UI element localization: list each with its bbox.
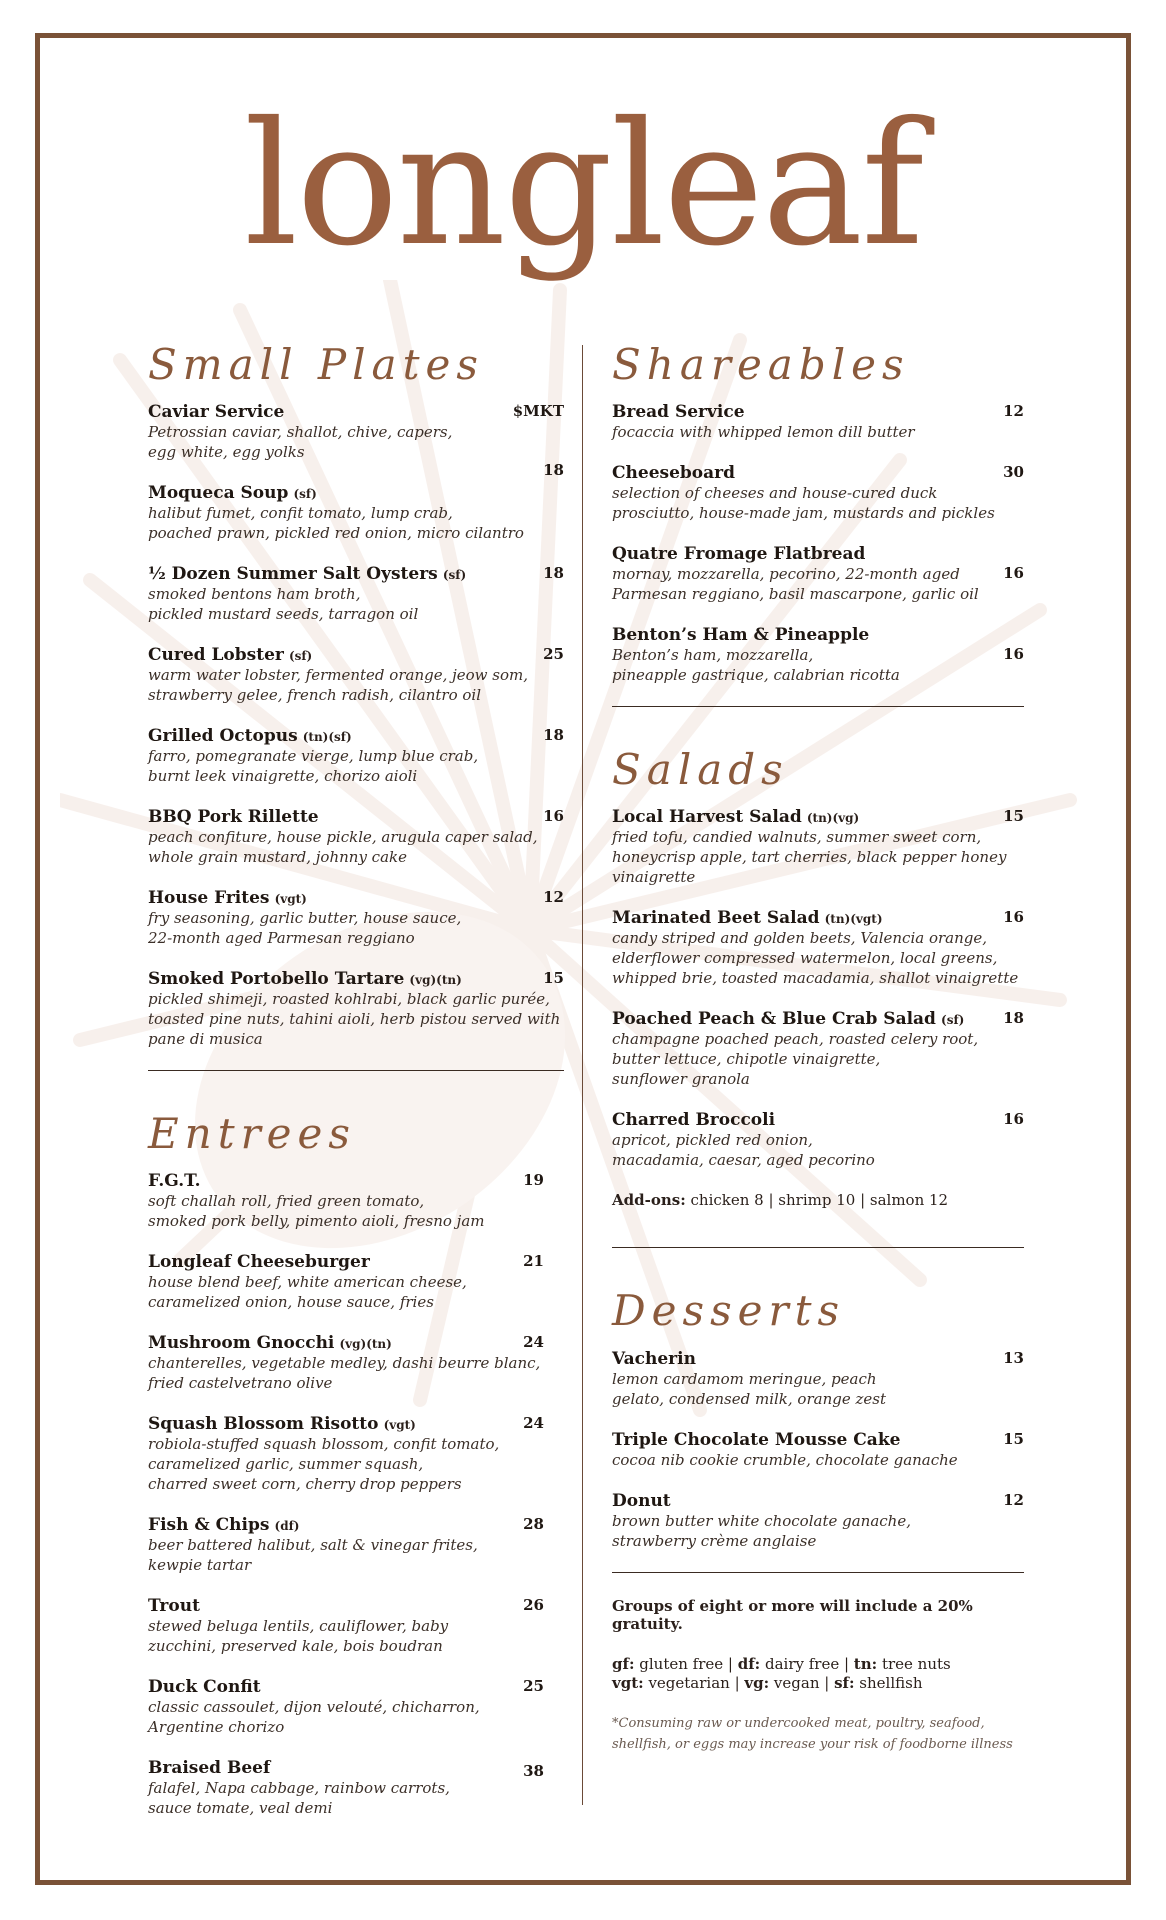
item-description: smoked bentons ham broth, pickled mustard seeds, tarragon oil <box>148 585 419 624</box>
item-tag: (tn)(sf) <box>302 730 352 745</box>
item-name: Trout <box>148 1596 200 1617</box>
item-price: 21 <box>523 1252 544 1271</box>
item-price: 18 <box>1003 1009 1024 1028</box>
item-price: 16 <box>1003 1110 1024 1129</box>
section-divider <box>148 1070 564 1071</box>
item-price: 24 <box>523 1414 544 1433</box>
shareables-heading: Shareables <box>612 340 910 389</box>
column-divider <box>582 345 583 1805</box>
item-name: Vacherin <box>612 1348 696 1369</box>
item-price: 12 <box>1003 402 1024 421</box>
legend-value: dairy free | <box>760 1654 854 1673</box>
item-description: fried tofu, candied walnuts, summer sweet corn, honeycrisp apple, tart cherries, black pepper honey vinaigrette <box>612 828 1007 887</box>
item-price: $MKT <box>512 402 564 421</box>
item-description: falafel, Napa cabbage, rainbow carrots, sauce tomate, veal demi <box>148 1779 450 1818</box>
item-description: fry seasoning, garlic butter, house sauce, 22-month aged Parmesan reggiano <box>148 909 462 948</box>
item-description: Petrossian caviar, shallot, chive, capers, egg white, egg yolks <box>148 423 453 462</box>
item-price: 16 <box>1003 564 1024 583</box>
item-tag: (vg)(tn) <box>409 973 462 988</box>
item-name: Donut <box>612 1490 671 1511</box>
addons-label: Add-ons: <box>612 1191 686 1210</box>
item-price: 24 <box>523 1333 544 1352</box>
item-name: Longleaf Cheeseburger <box>148 1252 370 1273</box>
item-price: 15 <box>1003 1429 1024 1448</box>
list-item <box>148 402 564 462</box>
item-name: Charred Broccoli <box>612 1110 776 1131</box>
item-price: 38 <box>523 1762 544 1781</box>
item-price: 16 <box>543 807 564 826</box>
list-item <box>612 1430 1024 1470</box>
item-name: Triple Chocolate Mousse Cake <box>612 1429 901 1450</box>
food-safety-disclaimer: *Consuming raw or undercooked meat, poultry, seafood, shellfish, or eggs may increase your risk of foodborne illness <box>612 1715 1013 1752</box>
salads-heading: Salads <box>612 745 789 795</box>
legend-value: shellfish <box>854 1673 923 1692</box>
item-description: house blend beef, white american cheese, caramelized onion, house sauce, fries <box>148 1273 467 1312</box>
item-name: Smoked Portobello Tartare <box>148 969 405 990</box>
legend-key: tn: <box>853 1654 878 1673</box>
item-name: BBQ Pork Rillette <box>148 807 319 828</box>
small-plates-list <box>148 402 564 1049</box>
section-divider <box>612 706 1024 707</box>
salad-addons <box>612 1191 1024 1209</box>
list-item <box>612 1009 1024 1089</box>
list-item <box>612 1349 1024 1409</box>
item-name: Poached Peach & Blue Crab Salad <box>612 1009 936 1030</box>
item-name: F.G.T. <box>148 1171 201 1192</box>
item-price: 12 <box>1003 1490 1024 1509</box>
list-item <box>612 807 1024 887</box>
list-item <box>148 564 564 624</box>
item-price: 25 <box>543 645 564 664</box>
item-name: Quatre Fromage Flatbread <box>612 544 866 565</box>
item-price: 28 <box>523 1515 544 1534</box>
item-description: halibut fumet, confit tomato, lump crab, poached prawn, pickled red onion, micro cilantro <box>148 504 524 543</box>
item-name: Duck Confit <box>148 1677 261 1698</box>
list-item <box>612 908 1024 988</box>
item-name: Local Harvest Salad <box>612 807 802 828</box>
item-description: pickled shimeji, roasted kohlrabi, black garlic purée, toasted pine nuts, tahini aioli, herb pistou served with pane di musica <box>148 990 561 1049</box>
list-item <box>148 1758 564 1818</box>
item-name: Squash Blossom Risotto <box>148 1414 379 1435</box>
list-item <box>612 463 1024 523</box>
item-name: Marinated Beet Salad <box>612 908 820 929</box>
item-price: 18 <box>543 726 564 745</box>
item-price: 19 <box>523 1171 544 1190</box>
legend-key: vgt: <box>612 1673 644 1692</box>
desserts-heading: Desserts <box>612 1286 846 1336</box>
item-name: Braised Beef <box>148 1758 271 1779</box>
section-divider <box>612 1572 1024 1573</box>
item-description: farro, pomegranate vierge, lump blue crab, burnt leek vinaigrette, chorizo aioli <box>148 747 479 786</box>
item-description: selection of cheeses and house-cured duck prosciutto, house-made jam, mustards and pickles <box>612 484 995 523</box>
item-tag: (vgt) <box>274 892 307 907</box>
item-price: 15 <box>543 969 564 988</box>
legend-value: vegan | <box>769 1673 835 1692</box>
item-tag: (vgt) <box>383 1418 416 1433</box>
item-description: apricot, pickled red onion, macadamia, caesar, aged pecorino <box>612 1131 875 1170</box>
item-price: 15 <box>1003 807 1024 826</box>
list-item <box>612 1491 1024 1551</box>
list-item <box>148 1414 564 1494</box>
item-description: cocoa nib cookie crumble, chocolate ganache <box>612 1450 958 1469</box>
desserts-list <box>612 1349 1024 1551</box>
list-item <box>148 1252 564 1312</box>
list-item <box>612 1110 1024 1170</box>
addons-text: chicken 8 | shrimp 10 | salmon 12 <box>685 1191 949 1210</box>
list-item <box>148 969 564 1049</box>
item-price: 18 <box>543 461 564 480</box>
list-item <box>148 888 564 948</box>
item-description: champagne poached peach, roasted celery root, butter lettuce, chipotle vinaigrette, sunflower granola <box>612 1030 979 1089</box>
item-name: Moqueca Soup <box>148 483 289 504</box>
item-description: beer battered halibut, salt & vinegar frites, kewpie tartar <box>148 1536 478 1575</box>
item-description: candy striped and golden beets, Valencia orange, elderflower compressed watermelon, local greens, whipped brie, toasted macadamia, shallot vinaigrette <box>612 929 1019 988</box>
item-description: classic cassoulet, dijon velouté, chicharron, Argentine chorizo <box>148 1698 480 1737</box>
legend-value: gluten free | <box>634 1654 738 1673</box>
item-description: focaccia with whipped lemon dill butter <box>612 423 915 442</box>
left-column <box>148 342 564 1839</box>
legend-value: tree nuts <box>877 1654 951 1673</box>
item-price: 25 <box>523 1677 544 1696</box>
item-name: Cured Lobster <box>148 645 284 666</box>
list-item <box>612 544 1024 604</box>
item-description: peach confiture, house pickle, arugula caper salad, whole grain mustard, johnny cake <box>148 828 538 867</box>
item-name: Bread Service <box>612 402 745 423</box>
item-description: lemon cardamom meringue, peach gelato, condensed milk, orange zest <box>612 1369 886 1408</box>
item-description: warm water lobster, fermented orange, jeow som, strawberry gelee, french radish, cilantro oil <box>148 666 529 705</box>
item-tag: (vg)(tn) <box>339 1337 392 1352</box>
item-description: chanterelles, vegetable medley, dashi beurre blanc, fried castelvetrano olive <box>148 1354 541 1393</box>
small-plates-heading: Small Plates <box>148 340 484 389</box>
item-description: robiola-stuffed squash blossom, confit tomato, caramelized garlic, summer squash, charred sweet corn, cherry drop peppers <box>148 1435 500 1494</box>
list-item <box>612 402 1024 442</box>
item-tag: (sf) <box>293 487 317 502</box>
item-tag: (tn)(vg) <box>806 811 860 826</box>
list-item <box>148 1171 564 1231</box>
list-item <box>148 1333 564 1393</box>
gratuity-note: Groups of eight or more will include a 20% gratuity. <box>612 1596 973 1633</box>
item-tag: (df) <box>274 1519 300 1534</box>
item-name: Mushroom Gnocchi <box>148 1333 335 1354</box>
item-name: House Frites <box>148 888 270 909</box>
list-item <box>148 726 564 786</box>
list-item <box>148 461 564 543</box>
dietary-legend <box>612 1655 1024 1693</box>
legend-key: sf: <box>834 1673 855 1692</box>
item-price: 12 <box>543 888 564 907</box>
item-description: mornay, mozzarella, pecorino, 22-month aged Parmesan reggiano, basil mascarpone, garlic oil <box>612 565 979 604</box>
list-item <box>148 1596 564 1656</box>
item-description: Benton’s ham, mozzarella, pineapple gastrique, calabrian ricotta <box>612 646 900 685</box>
item-tag: (tn)(vgt) <box>824 912 883 927</box>
item-name: Benton’s Ham & Pineapple <box>612 625 870 646</box>
item-name: Fish & Chips <box>148 1515 270 1536</box>
list-item <box>148 1515 564 1575</box>
section-divider <box>612 1247 1024 1248</box>
list-item <box>148 645 564 705</box>
item-price: 18 <box>543 564 564 583</box>
shareables-list <box>612 402 1024 685</box>
item-tag: (sf) <box>288 649 313 664</box>
list-item <box>148 1677 564 1737</box>
right-column <box>612 342 1024 1755</box>
item-tag: (sf) <box>941 1013 965 1028</box>
item-name: ½ Dozen Summer Salt Oysters <box>148 564 438 585</box>
entrees-heading: Entrees <box>148 1109 356 1159</box>
item-price: 16 <box>1003 908 1024 927</box>
item-description: soft challah roll, fried green tomato, smoked pork belly, pimento aioli, fresno jam <box>148 1192 485 1231</box>
legend-key: df: <box>737 1654 761 1673</box>
item-price: 26 <box>523 1596 544 1615</box>
legend-key: vg: <box>744 1673 770 1692</box>
item-name: Caviar Service <box>148 402 285 423</box>
item-name: Grilled Octopus <box>148 726 298 747</box>
item-price: 30 <box>1003 463 1024 482</box>
list-item <box>148 807 564 867</box>
list-item <box>612 625 1024 685</box>
item-name: Cheeseboard <box>612 463 735 484</box>
legend-key: gf: <box>612 1654 635 1673</box>
salads-list <box>612 807 1024 1170</box>
item-price: 16 <box>1003 645 1024 664</box>
entrees-list <box>148 1171 564 1818</box>
item-description: brown butter white chocolate ganache, strawberry crème anglaise <box>612 1511 911 1550</box>
item-price: 13 <box>1003 1348 1024 1367</box>
restaurant-logo: longleaf <box>243 86 923 284</box>
legend-value: vegetarian | <box>643 1673 745 1692</box>
item-description: stewed beluga lentils, cauliflower, baby zucchini, preserved kale, bois boudran <box>148 1617 449 1656</box>
item-tag: (sf) <box>442 568 467 583</box>
